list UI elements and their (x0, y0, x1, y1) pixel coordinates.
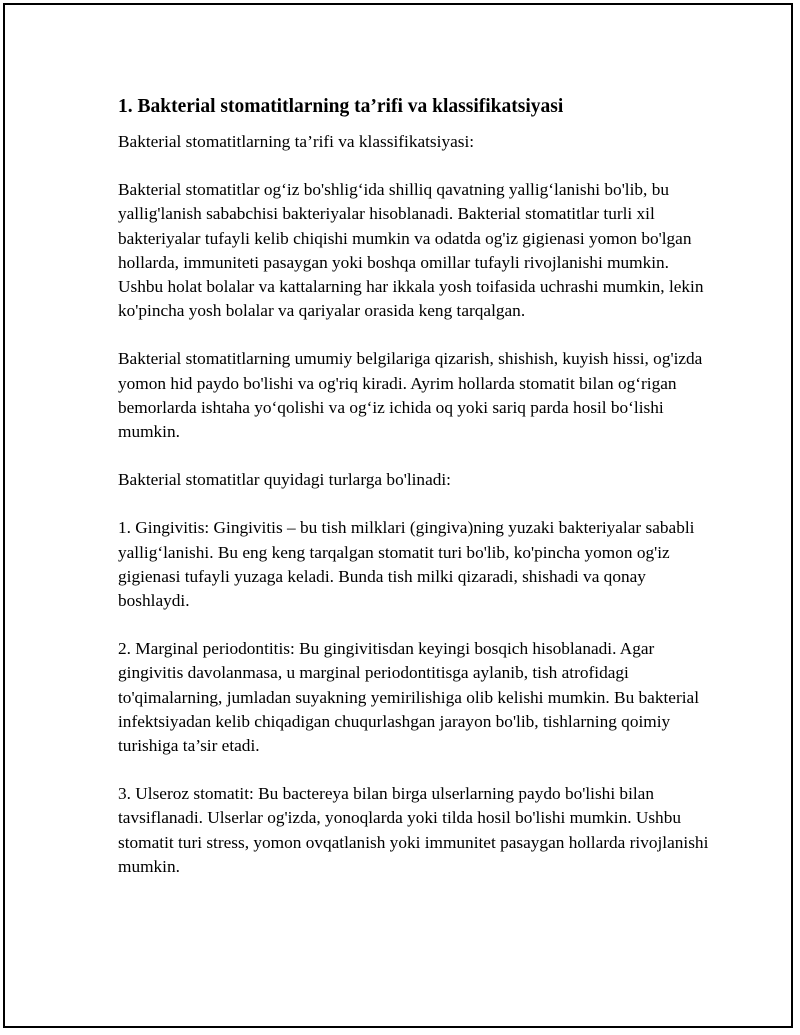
symptoms-paragraph: Bakterial stomatitlarning umumiy belgilariga qizarish, shishish, kuyish hissi, og'izda yomon hid paydo bo'lishi va og'riq kiradi. Ayrim hollarda stomatit bilan og‘rigan bemorlarda ishtaha yo‘qolishi va og‘iz ichida oq yoki sariq parda hosil bo‘lishi mumkin. (118, 349, 703, 442)
definition-paragraph: Bakterial stomatitlar og‘iz bo'shlig‘ida shilliq qavatning yallig‘lanishi bo'lib, bu yallig'lanish sababchisi bakteriyalar hisoblanadi. Bakterial stomatitlar turli xil bakteriyalar tufayli kelib chiqishi mumkin va odatda og'iz gigienasi yomon bo'lgan hollarda, immuniteti pasaygan yoki boshqa omillar tufayli rivojlanishi mumkin. Ushbu holat bolalar va kattalarning har ikkala yosh toifasida uchrashi mumkin, lekin ko'pincha yosh bolalar va qariyalar orasida keng tarqalgan. (118, 180, 704, 321)
section-title: 1. Bakterial stomatitlarning ta’rifi va klassifikatsiyasi (118, 96, 564, 117)
intro-paragraph: Bakterial stomatitlarning ta’rifi va klassifikatsiyasi: (118, 132, 475, 151)
gingivitis-paragraph: 1. Gingivitis: Gingivitis – bu tish milklari (gingiva)ning yuzaki bakteriyalar sababli yallig‘lanishi. Bu eng keng tarqalgan stomatit turi bo'lib, ko'pincha yomon og'iz gigienasi tufayli yuzaga keladi. Bunda tish milki qizaradi, shishadi va qonay boshlaydi. (118, 518, 695, 611)
periodontitis-paragraph: 2. Marginal periodontitis: Bu gingivitisdan keyingi bosqich hisoblanadi. Agar gingivitis davolanmasa, u marginal periodontitisga aylanib, tish atrofidagi to'qimalarning, jumladan suyakning yemirilishiga olib kelishi mumkin. Bu bakterial infektsiyadan kelib chiqadigan chuqurlashgan jarayon bo'lib, tishlarning qoimiy turishiga ta’sir etadi. (118, 639, 699, 756)
types-intro-paragraph: Bakterial stomatitlar quyidagi turlarga bo'linadi: (118, 470, 451, 490)
document-body (118, 94, 718, 903)
ulcerative-stomatitis-paragraph: 3. Ulseroz stomatit: Bu bactereya bilan birga ulserlarning paydo bo'lishi bilan tavsiflanadi. Ulserlar og'izda, yonoqlarda yoki tilda hosil bo'lishi mumkin. Ushbu stomatit turi stress, yomon ovqatlanish yoki immunitet pasaygan hollarda rivojlanishi mumkin. (118, 784, 709, 876)
